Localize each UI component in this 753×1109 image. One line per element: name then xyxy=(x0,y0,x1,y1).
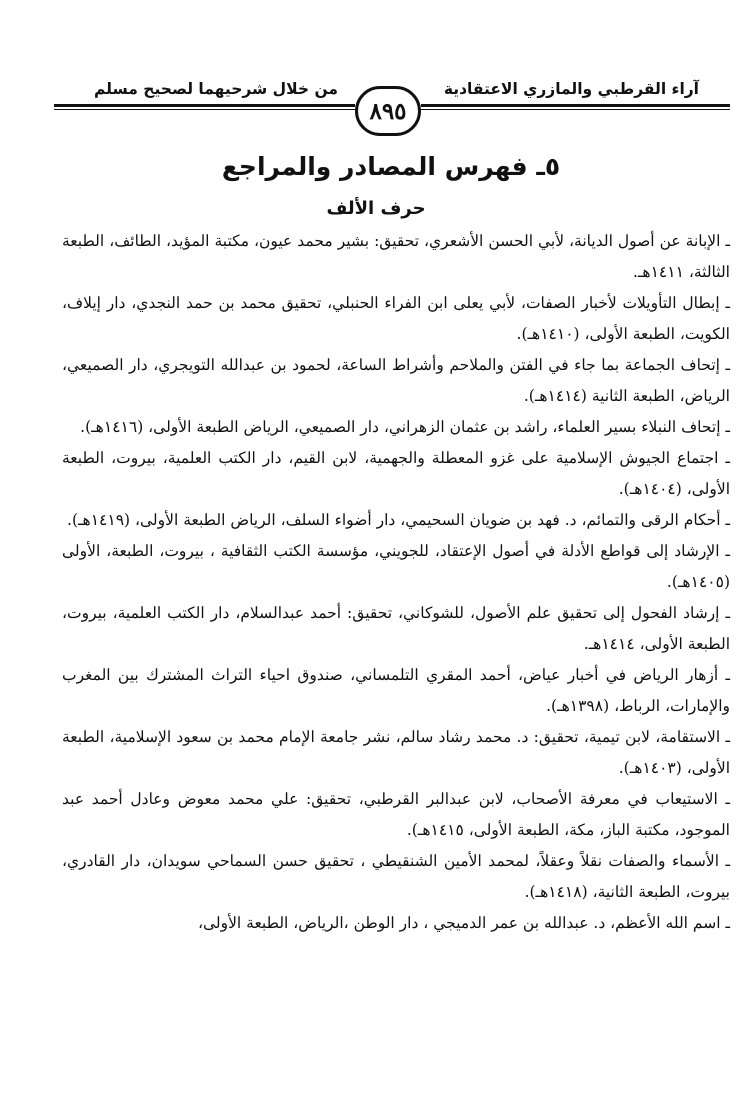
bibliography-entry: ـ الاستيعاب في معرفة الأصحاب، لابن عبدالبر القرطبي، تحقيق: علي محمد معوض وعادل أحمد عبد الموجود، مكتبة الباز، مكة، الطبعة الأولى، ١٤١٥هـ). xyxy=(62,790,730,839)
bibliography-entry: ـ اسم الله الأعظم، د. عبدالله بن عمر الدميجي ، دار الوطن ،الرياض، الطبعة الأولى، xyxy=(197,914,730,932)
running-header-book-subtitle: من خلال شرحيهما لصحيح مسلم xyxy=(94,80,338,98)
section-title: ٥ـ فهرس المصادر والمراجع xyxy=(221,152,561,181)
section-subtitle: حرف الألف xyxy=(326,198,426,219)
bibliography-entry: ـ الأسماء والصفات نقلاً وعقلاً، لمحمد الأمين الشنقيطي ، تحقيق حسن السماحي سويدان، دار القادري، بيروت، الطبعة الثانية، (١٤١٨هـ). xyxy=(62,852,730,901)
page-number: ٨٩٥ xyxy=(369,97,407,125)
bibliography-list xyxy=(62,226,730,939)
bibliography-entry: ـ إتحاف النبلاء بسير العلماء، راشد بن عثمان الزهراني، دار الصميعي، الرياض الطبعة الأولى، (١٤١٦هـ). xyxy=(80,418,730,436)
bibliography-entry: ـ الإبانة عن أصول الديانة، لأبي الحسن الأشعري، تحقيق: بشير محمد عيون، مكتبة المؤيد، الطائف، الطبعة الثالثة، ١٤١١هـ. xyxy=(62,232,730,281)
bibliography-entry: ـ اجتماع الجيوش الإسلامية على غزو المعطلة والجهمية، لابن القيم، دار الكتب العلمية، بيروت، الطبعة الأولى، (١٤٠٤هـ). xyxy=(62,449,730,498)
header-rule-right-thick xyxy=(421,104,730,107)
header-rule-right-thin xyxy=(421,109,730,110)
bibliography-entry: ـ أحكام الرقى والتمائم، د. فهد بن ضويان السحيمي، دار أضواء السلف، الرياض الطبعة الأولى، (١٤١٩هـ). xyxy=(67,511,730,529)
running-header-book-title: آراء القرطبي والمازري الاعتقادية xyxy=(443,80,699,98)
bibliography-entry: ـ إتحاف الجماعة بما جاء في الفتن والملاحم وأشراط الساعة، لحمود بن عبدالله التويجري، دار الصميعي، الرياض، الطبعة الثانية (١٤١٤هـ). xyxy=(62,356,730,405)
header-rule-left-thin xyxy=(54,109,355,110)
page-number-badge xyxy=(355,86,421,136)
bibliography-entry: ـ أزهار الرياض في أخبار عياض، أحمد المقري التلمساني، صندوق احياء التراث المشترك بين المغرب والإمارات، الرباط، (١٣٩٨هـ). xyxy=(62,666,730,715)
bibliography-entry: ـ إرشاد الفحول إلى تحقيق علم الأصول، للشوكاني، تحقيق: أحمد عبدالسلام، دار الكتب العلمية، بيروت، الطبعة الأولى، ١٤١٤هـ. xyxy=(62,604,730,653)
bibliography-entry: ـ الإرشاد إلى قواطع الأدلة في أصول الإعتقاد، للجويني، مؤسسة الكتب الثقافية ، بيروت، الطبعة، الأولى (١٤٠٥هـ). xyxy=(62,542,730,591)
bibliography-entry: ـ إبطال التأويلات لأخبار الصفات، لأبي يعلى ابن الفراء الحنبلي، تحقيق محمد بن حمد النجدي، دار إيلاف، الكويت، الطبعة الأولى، (١٤١٠هـ). xyxy=(62,294,730,343)
header-rule-left-thick xyxy=(54,104,355,107)
bibliography-entry: ـ الاستقامة، لابن تيمية، تحقيق: د. محمد رشاد سالم، نشر جامعة الإمام محمد بن سعود الإسلامية، الطبعة الأولى، (١٤٠٣هـ). xyxy=(62,728,730,777)
